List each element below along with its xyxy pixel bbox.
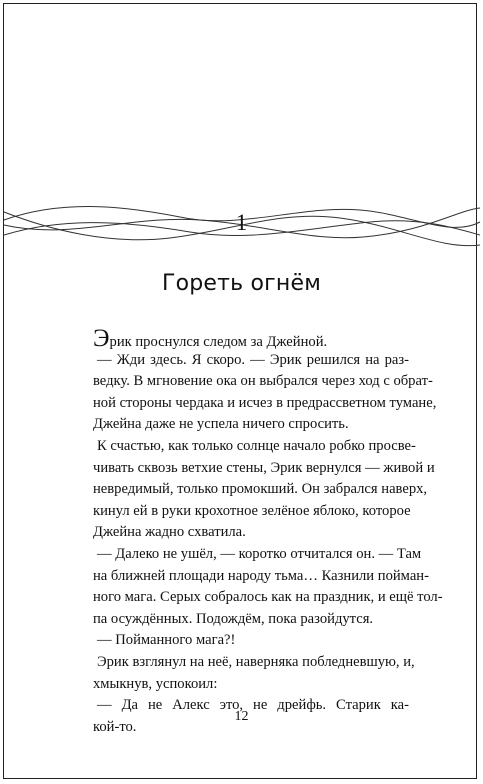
text-line: Джейна даже не успела ничего спросить. bbox=[93, 416, 349, 433]
text-line: — Да не Алекс это, не дрейфь. Старик ка- bbox=[97, 697, 409, 714]
text-line: па осуждённых. Подождём, пока разойдутся. bbox=[93, 610, 374, 627]
text-line: Эрик взглянул на неё, наверняка побледневшую, и, bbox=[97, 653, 415, 670]
text-line: — Далеко не ушёл, — коротко отчитался он. — Там bbox=[97, 545, 422, 562]
text-line: кой-то. bbox=[93, 718, 137, 735]
text-line: ведку. В мгновение ока он выбрался через ход с обрат- bbox=[93, 373, 433, 390]
text-line: Джейна жадно схватила. bbox=[93, 524, 246, 541]
text-line: ного мага. Серых собралось как на праздник, и ещё тол- bbox=[93, 589, 443, 606]
text-line: — Пойманного мага?! bbox=[97, 632, 236, 649]
body-text bbox=[93, 325, 443, 738]
chapter-number: 1 bbox=[235, 210, 248, 235]
text-line: чивать сквозь ветхие стены, Эрик вернулся — живой и bbox=[93, 459, 435, 476]
page-number: 12 bbox=[234, 709, 249, 724]
text-line: ной стороны чердака и исчез в предрассветном тумане, bbox=[93, 394, 437, 411]
text-line: — Жди здесь. Я скоро. — Эрик решился на раз- bbox=[97, 351, 409, 368]
chapter-title: Гореть огнём bbox=[161, 271, 322, 296]
text-line: Эрик проснулся следом за Джейной. bbox=[93, 325, 328, 352]
drop-cap: Э bbox=[93, 325, 110, 352]
text-line: невредимый, только промокший. Он забрался наверх, bbox=[93, 481, 428, 498]
text-line: К счастью, как только солнце начало робко просве- bbox=[97, 437, 416, 454]
text-line: хмыкнув, успокоил: bbox=[93, 675, 218, 692]
text-line: кинул ей в руки крохотное зелёное яблоко, которое bbox=[93, 502, 411, 519]
text-line: на ближней площади народу тьма… Казнили пойман- bbox=[93, 567, 429, 584]
